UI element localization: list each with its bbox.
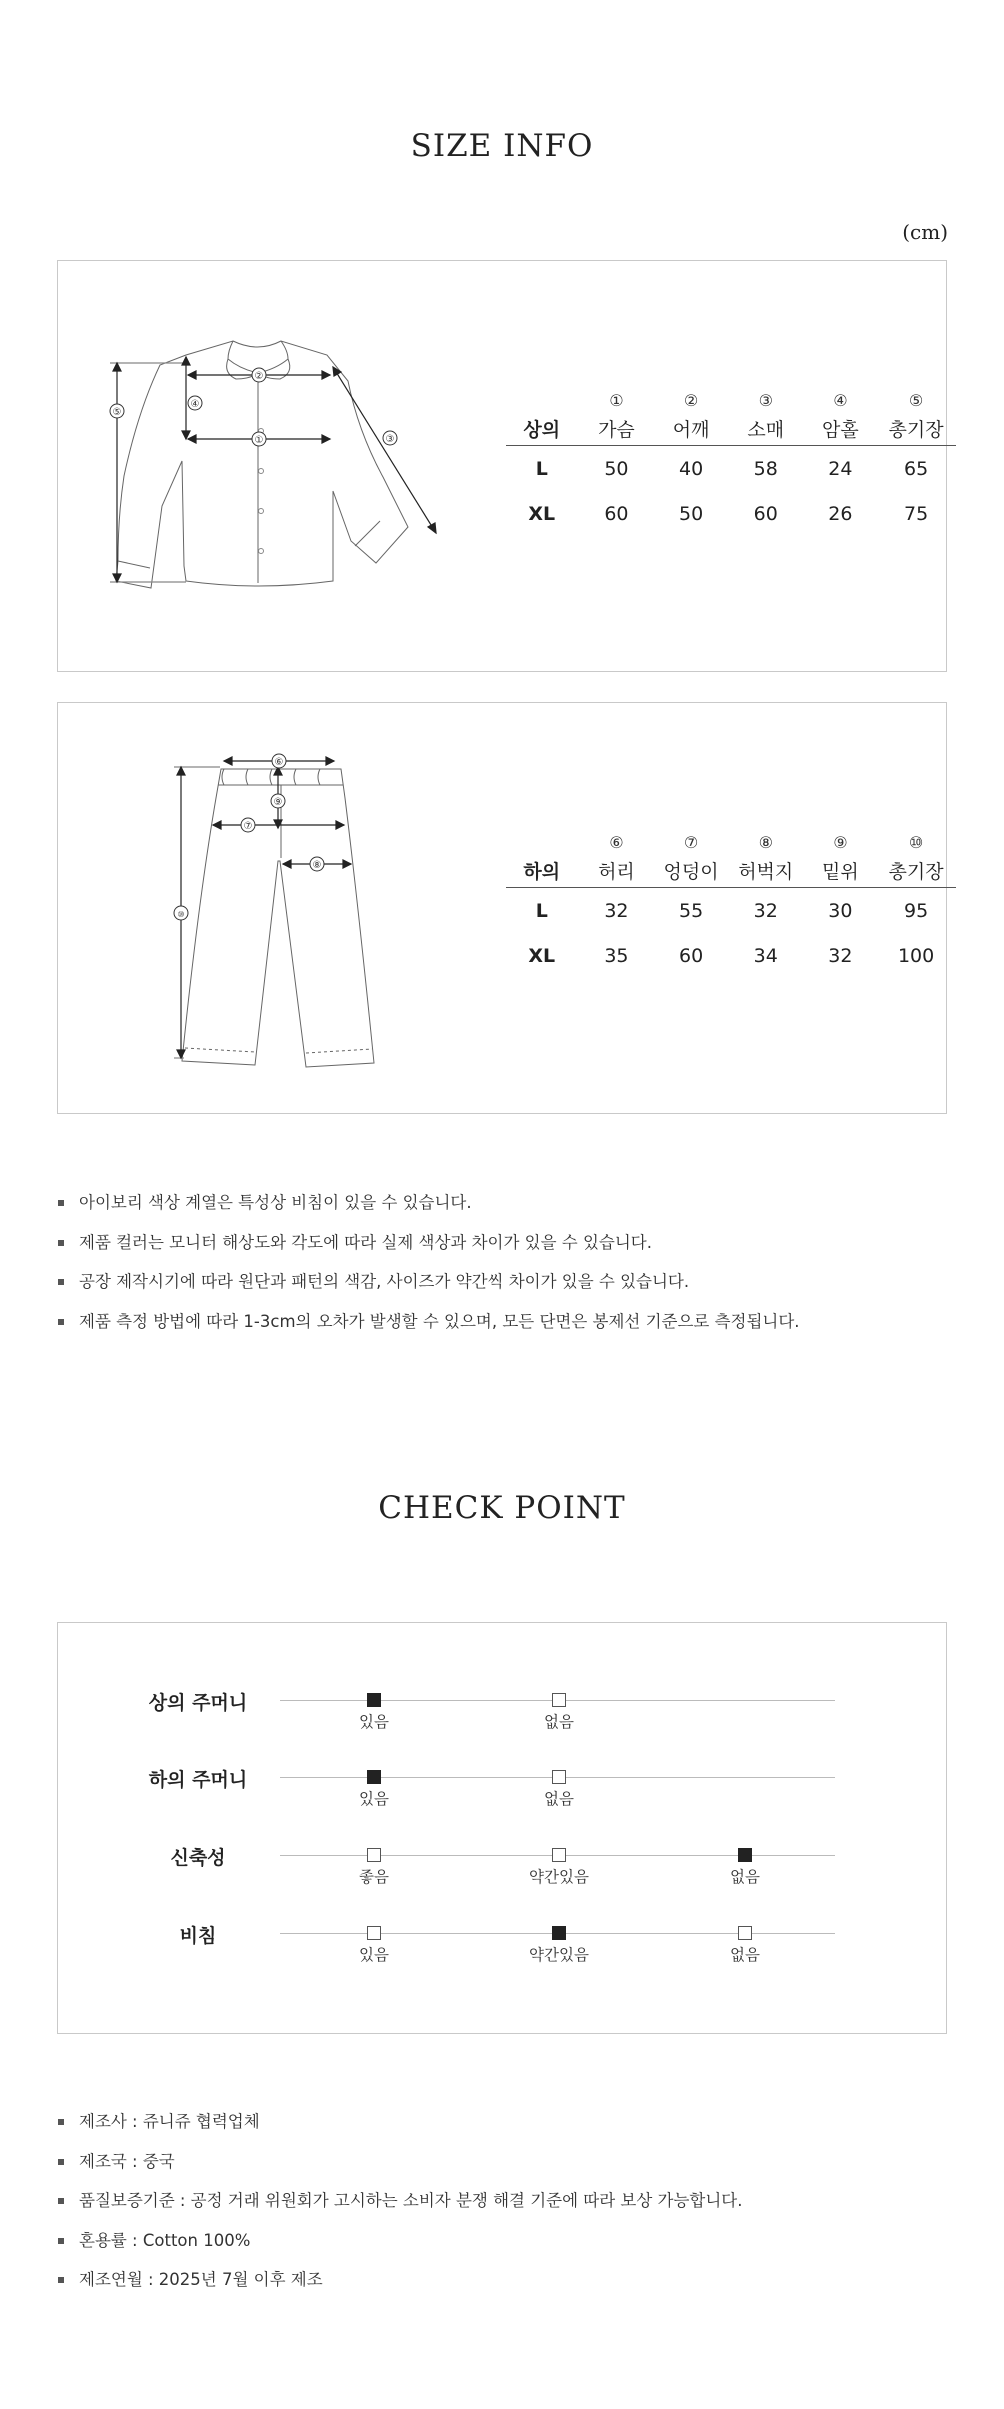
measure-number: ② [683,390,699,410]
table-row [506,491,956,536]
marker-3: ③ [385,434,395,445]
measure-number: ⑨ [833,832,848,852]
column-header: 총기장 [876,411,956,446]
checked-box-icon [552,1926,566,1940]
table-cell: 50 [678,502,704,525]
top-size-table [506,389,956,536]
check-row-label: 하의 주머니 [148,1769,248,1791]
bullet-icon [58,1200,64,1206]
table-cell: 65 [903,457,929,480]
table-cell: 30 [828,899,853,922]
unchecked-box-icon [367,1848,381,1862]
unchecked-box-icon [552,1693,566,1707]
measure-number: ③ [758,390,773,410]
list-item: 제품 측정 방법에 따라 1-3cm의 오차가 발생할 수 있으며, 모든 단면은 봉제선 기준으로 측정됩니다. [57,1311,947,1351]
check-point-box [57,1622,947,2034]
marker-1: ① [254,435,264,446]
table-row [506,888,956,934]
check-row-top-pocket [58,1692,948,1732]
size-label: XL [528,944,556,967]
category-label: 하의 [506,853,578,888]
table-row [506,933,956,978]
pants-diagram [58,703,478,1113]
table-cell: 24 [828,457,853,480]
column-header: 총기장 [876,853,956,888]
size-label: L [535,457,548,480]
notes-list [57,1192,947,1350]
unchecked-box-icon [552,1770,566,1784]
list-item: 제품 컬러는 모니터 해상도와 각도에 따라 실제 색상과 차이가 있을 수 있습니다. [57,1232,947,1272]
bottom-size-table [506,831,956,978]
list-item: 제조사 : 쥬니쥬 협력업체 [57,2111,947,2151]
product-info-list [57,2111,947,2309]
size-label: L [535,899,548,922]
list-item: 혼용률 : Cotton 100% [57,2230,947,2270]
check-row-label: 비침 [179,1925,217,1947]
column-header: 가슴 [578,411,656,446]
unchecked-box-icon [552,1848,566,1862]
table-cell: 50 [604,457,629,480]
column-header: 소매 [727,411,805,446]
checked-box-icon [738,1848,752,1862]
bullet-icon [58,1279,64,1285]
size-label: XL [528,502,556,525]
check-row-elasticity [58,1847,948,1887]
bullet-icon [58,1319,64,1325]
table-cell: 60 [678,944,704,967]
check-option: 없음 [675,1925,815,1965]
bullet-icon [58,1240,64,1246]
column-header: 허벅지 [727,853,805,888]
check-row-label: 신축성 [170,1847,226,1869]
bullet-icon [58,2238,64,2244]
marker-10: ⑩ [177,910,185,919]
bottom-size-box [57,702,947,1114]
checked-box-icon [367,1693,381,1707]
category-label: 상의 [506,411,578,446]
measure-number: ⑤ [908,390,924,410]
table-cell: 26 [828,502,853,525]
bullet-icon [58,2277,64,2283]
unchecked-box-icon [367,1926,381,1940]
check-row-label: 상의 주머니 [148,1692,248,1714]
check-option: 약간있음 [489,1847,629,1887]
bullet-icon [58,2198,64,2204]
list-item: 제조연월 : 2025년 7월 이후 제조 [57,2269,947,2309]
measure-number: ⑦ [683,832,699,852]
unchecked-box-icon [738,1926,752,1940]
marker-4: ④ [190,399,200,410]
marker-6: ⑥ [274,757,284,768]
measure-number: ④ [833,390,848,410]
marker-7: ⑦ [243,821,253,832]
table-cell: 100 [897,944,935,967]
column-header: 밑위 [805,853,877,888]
table-cell: 95 [903,899,929,922]
check-option: 있음 [304,1692,444,1732]
check-option: 없음 [675,1847,815,1887]
table-row [506,446,956,492]
table-cell: 32 [604,899,629,922]
bullet-icon [58,2159,64,2165]
table-cell: 32 [753,899,778,922]
check-option: 있음 [304,1925,444,1965]
marker-5: ⑤ [112,407,122,418]
column-header: 암홀 [805,411,877,446]
table-cell: 40 [678,457,704,480]
bullet-icon [58,2119,64,2125]
table-cell: 58 [753,457,778,480]
size-info-title: SIZE INFO [410,128,594,164]
table-cell: 60 [753,502,778,525]
measure-number: ⑩ [908,832,924,852]
check-option: 없음 [489,1692,629,1732]
checked-box-icon [367,1770,381,1784]
column-header: 어깨 [655,411,727,446]
table-cell: 35 [604,944,629,967]
table-cell: 60 [604,502,629,525]
unit-label: (cm) [902,220,948,244]
table-cell: 55 [678,899,704,922]
measure-number: ⑥ [609,832,624,852]
column-header: 허리 [578,853,656,888]
check-option: 있음 [304,1769,444,1809]
check-row-see-through [58,1925,948,1965]
measure-number: ① [609,390,624,410]
marker-2: ② [254,371,264,382]
list-item: 아이보리 색상 계열은 특성상 비침이 있을 수 있습니다. [57,1192,947,1232]
measure-number: ⑧ [758,832,773,852]
marker-8: ⑧ [312,860,322,871]
table-cell: 75 [903,502,929,525]
list-item: 품질보증기준 : 공정 거래 위원회가 고시하는 소비자 분쟁 해결 기준에 따라 보상 가능합니다. [57,2190,947,2230]
check-option: 약간있음 [489,1925,629,1965]
list-item: 제조국 : 중국 [57,2151,947,2191]
marker-9: ⑨ [273,797,283,808]
table-cell: 32 [828,944,853,967]
table-cell: 34 [753,944,778,967]
top-size-box [57,260,947,672]
check-option: 좋음 [304,1847,444,1887]
check-row-bottom-pocket [58,1769,948,1809]
list-item: 공장 제작시기에 따라 원단과 패턴의 색감, 사이즈가 약간씩 차이가 있을 수 있습니다. [57,1271,947,1311]
check-option: 없음 [489,1769,629,1809]
column-header: 엉덩이 [655,853,727,888]
shirt-diagram [58,261,478,671]
check-point-title: CHECK POINT [378,1490,626,1526]
